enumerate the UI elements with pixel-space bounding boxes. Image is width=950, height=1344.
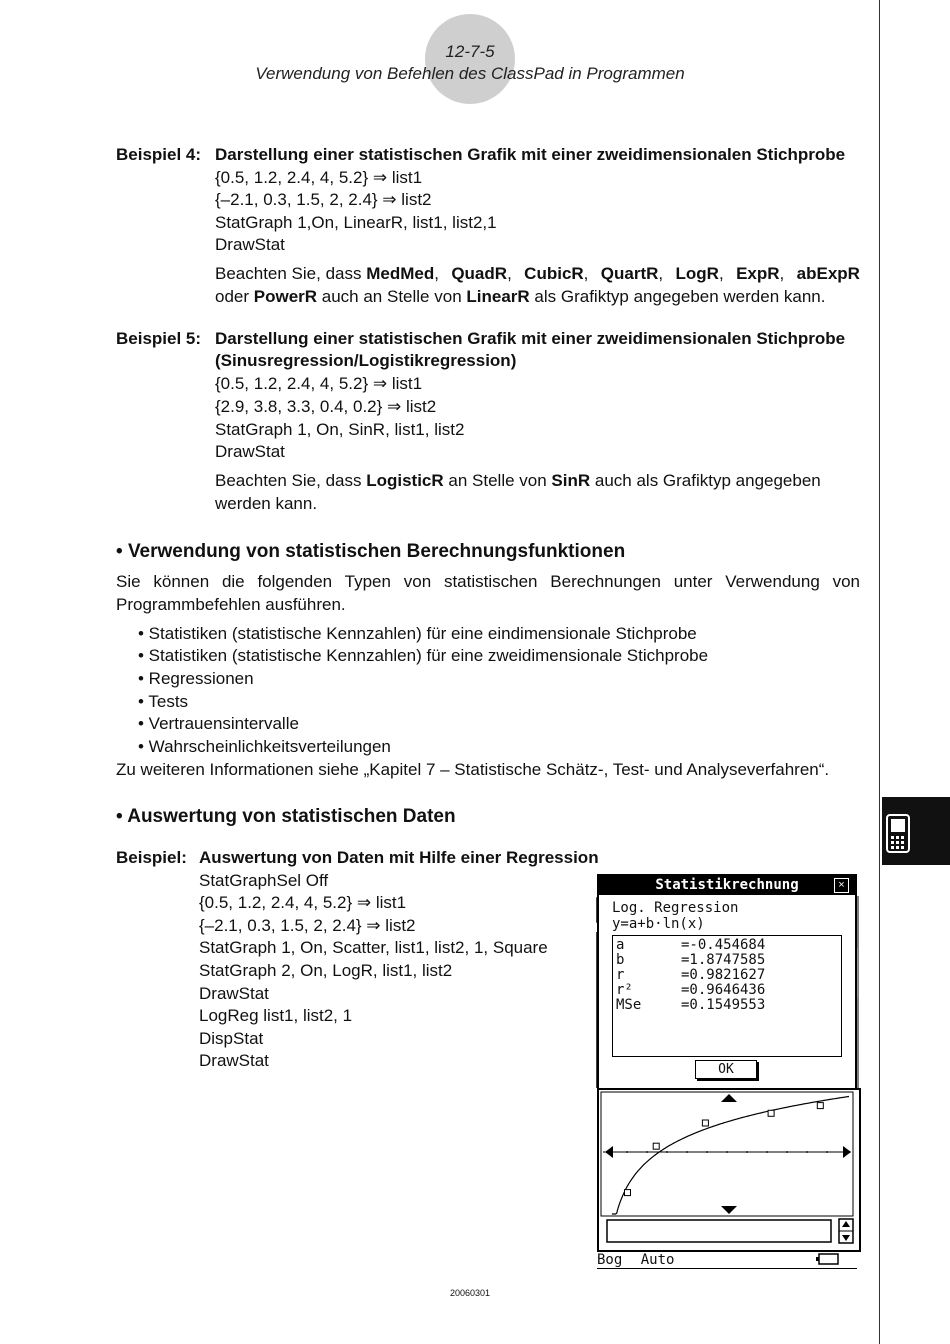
calculator-icon (882, 797, 950, 865)
example-5-note-line2: werden kann. (215, 494, 318, 513)
statistics-dialog (597, 874, 857, 1090)
section-title: Auswertung von statistischen Daten (127, 806, 456, 827)
code-line: {0.5, 1.2, 2.4, 4, 5.2} ⇒ list1 (215, 374, 423, 393)
code-line: DrawStat (199, 1051, 269, 1070)
scatter-point (702, 1120, 708, 1126)
note-term: abExpR (796, 264, 860, 283)
regression-graph (599, 1090, 855, 1246)
graph-marks (612, 1097, 849, 1215)
code-line: StatGraph 1, On, Scatter, list1, list2, 1, Square (199, 938, 548, 957)
code-line: {–2.1, 0.3, 1.5, 2, 2.4} ⇒ list2 (199, 916, 416, 935)
example-4-note: Beachten Sie, dass MedMed, QuadR, CubicR, QuartR, LogR, ExpR, abExpR (215, 264, 860, 283)
scatter-point (768, 1110, 774, 1116)
close-icon[interactable]: × (834, 878, 849, 893)
code-line: {2.9, 3.8, 3.3, 0.4, 0.2} ⇒ list2 (215, 397, 437, 416)
example-4-heading: Darstellung einer statistischen Grafik mit einer zweidimensionalen Stichprobe (215, 145, 846, 164)
note-text: Beachten Sie, dass (215, 471, 367, 490)
section-bullet: • (116, 806, 123, 827)
result-value: =1.8747585 (681, 952, 766, 968)
result-value: =0.1549553 (681, 997, 766, 1013)
example-label: Beispiel: (116, 848, 187, 867)
example-5-heading: Darstellung einer statistischen Grafik mit einer zweidimensionalen Stichprobe (215, 329, 846, 348)
battery-icon (816, 1253, 840, 1265)
example-5-heading-2: (Sinusregression/Logistikregression) (215, 351, 517, 370)
code-line: {0.5, 1.2, 2.4, 4, 5.2} ⇒ list1 (199, 893, 407, 912)
code-line: {0.5, 1.2, 2.4, 4, 5.2} ⇒ list1 (215, 168, 423, 187)
note-text: als Grafiktyp angegeben werden kann. (529, 287, 826, 306)
code-line: StatGraph 1, On, SinR, list1, list2 (215, 420, 465, 439)
example-4-note-line2 (215, 286, 825, 308)
results-box (612, 935, 842, 1057)
scatter-point (653, 1143, 659, 1149)
list-item: • Statistiken (statistische Kennzahlen) für eine eindimensionale Stichprobe (138, 624, 697, 643)
note-term: CubicR (524, 264, 584, 283)
note-text: an Stelle von (443, 471, 552, 490)
status-underline (597, 1268, 857, 1269)
result-key: r² (616, 982, 633, 998)
note-term: QuadR (451, 264, 508, 283)
right-margin-rule (879, 0, 880, 1344)
note-term: ExpR (736, 264, 780, 283)
example-5-label: Beispiel 5: (116, 329, 202, 348)
result-value: =0.9821627 (681, 967, 766, 983)
section-bullet: • (116, 541, 123, 562)
code-line: StatGraphSel Off (199, 871, 329, 890)
note-text: oder (215, 287, 254, 306)
regression-formula: y=a+b·ln(x) (612, 916, 705, 932)
note-text: auch als Grafiktyp angegeben (590, 471, 821, 490)
status-angle: Bog (597, 1252, 623, 1268)
scroll-down-icon[interactable] (721, 1206, 737, 1214)
scroll-up-icon[interactable] (721, 1094, 737, 1102)
note-term: QuartR (600, 264, 659, 283)
code-line: DrawStat (215, 442, 285, 461)
note-term: PowerR (253, 287, 318, 306)
section-1-reference: Zu weiteren Informationen siehe „Kapitel 7 – Statistische Schätz-, Test- und Analyseverfahren“. (116, 760, 830, 779)
code-line: StatGraph 2, On, LogR, list1, list2 (199, 961, 453, 980)
list-item: • Statistiken (statistische Kennzahlen) für eine zweidimensionale Stichprobe (138, 646, 709, 665)
list-item: • Vertrauensintervalle (138, 714, 299, 733)
page-title: Verwendung von Befehlen des ClassPad in Programmen (255, 64, 685, 83)
note-term: LinearR (466, 287, 530, 306)
section-heading-2 (116, 806, 456, 828)
footer-date: 20060301 (449, 1288, 491, 1298)
example-5-note (215, 470, 821, 492)
result-value: =0.9646436 (681, 982, 766, 998)
section-heading-1 (116, 541, 625, 563)
section-1-paragraph: Sie können die folgenden Typen von statistischen Berechnungen unter Verwendung von Programmbefehlen ausführen. (116, 572, 860, 614)
chapter-tab (882, 797, 950, 865)
list-item: • Wahrscheinlichkeitsverteilungen (138, 737, 391, 756)
scatter-point (817, 1103, 823, 1109)
list-item: • Regressionen (138, 669, 254, 688)
status-mode: Auto (640, 1252, 675, 1268)
regression-name: Log. Regression (612, 900, 739, 916)
example-4-label: Beispiel 4: (116, 145, 202, 164)
result-key: a (616, 937, 625, 953)
graph-input-field[interactable] (607, 1220, 831, 1242)
note-text: auch an Stelle von (317, 287, 467, 306)
result-key: MSe (616, 997, 642, 1013)
code-line: DispStat (199, 1029, 264, 1048)
section-title: Verwendung von statistischen Berechnungsfunktionen (127, 541, 626, 562)
dialog-title: Statistikrechnung (599, 876, 855, 895)
code-line: LogReg list1, list2, 1 (199, 1006, 353, 1025)
scroll-left-icon[interactable] (605, 1146, 613, 1158)
list-item: • Tests (138, 692, 189, 711)
scatter-point (625, 1190, 631, 1196)
code-line: DrawStat (215, 235, 285, 254)
result-key: r (616, 967, 625, 983)
code-line: DrawStat (199, 984, 269, 1003)
note-text: Beachten Sie, dass (215, 264, 367, 283)
graph-window (597, 1088, 861, 1252)
regression-curve (612, 1097, 849, 1215)
note-term: MedMed (366, 264, 435, 283)
ok-button[interactable]: OK (695, 1060, 757, 1079)
code-line: {–2.1, 0.3, 1.5, 2, 2.4} ⇒ list2 (215, 190, 432, 209)
note-term: LogR (675, 264, 719, 283)
note-term: LogisticR (366, 471, 444, 490)
code-line: StatGraph 1,On, LinearR, list1, list2,1 (215, 213, 497, 232)
example-heading: Auswertung von Daten mit Hilfe einer Regression (199, 848, 599, 867)
result-value: =-0.454684 (681, 937, 766, 953)
page-number: 12-7-5 (445, 42, 495, 61)
result-key: b (616, 952, 625, 968)
scroll-right-icon[interactable] (843, 1146, 851, 1158)
note-term: SinR (551, 471, 591, 490)
status-bar (597, 1252, 674, 1268)
